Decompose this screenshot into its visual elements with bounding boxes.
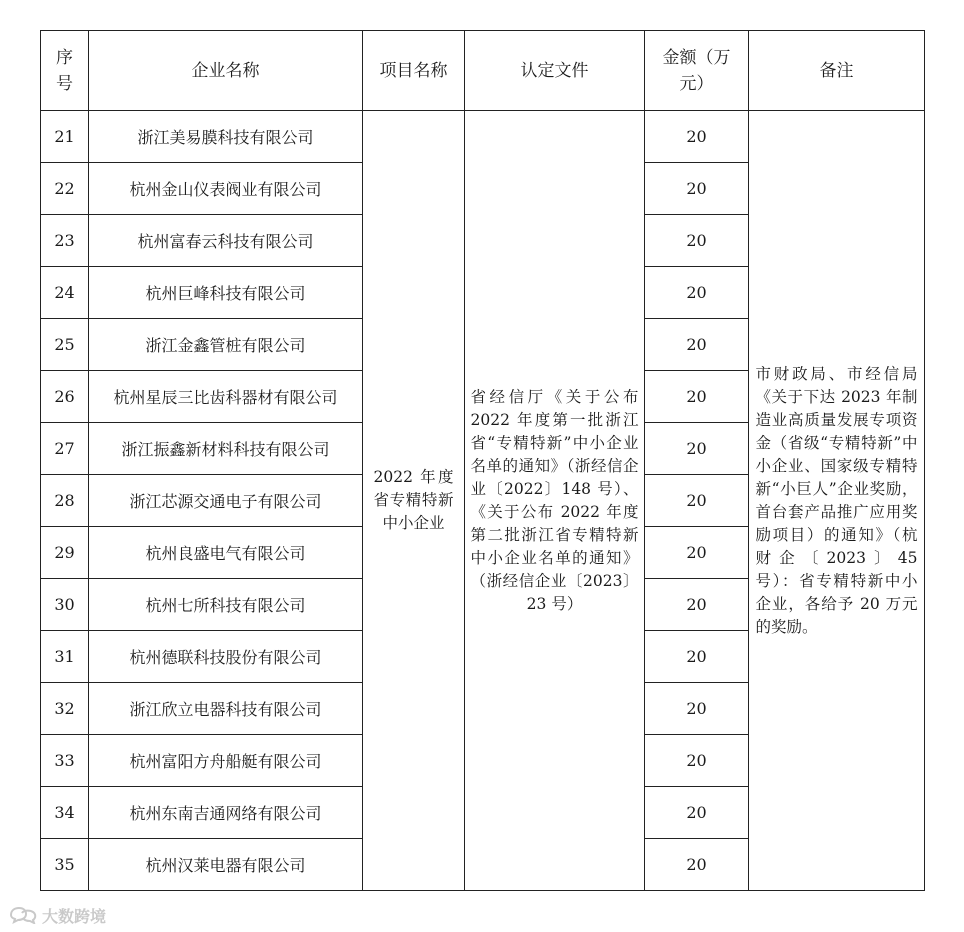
row-index: 32 (41, 683, 89, 735)
header-document: 认定文件 (465, 31, 645, 111)
certification-document-text: 省经信厅《关于公布 2022 年度第一批浙江省“专精特新”中小企业名单的通知》（浙经信企业〔2022〕148 号）、《关于公布 2022 年度第二批浙江省专精特新中小企业名单的通知》（浙经信企业〔2023〕23 号） (470, 387, 639, 613)
row-index: 35 (41, 839, 89, 891)
company-name: 浙江美易膜科技有限公司 (89, 111, 363, 163)
row-index: 25 (41, 319, 89, 371)
row-index: 31 (41, 631, 89, 683)
award-amount: 20 (645, 631, 749, 683)
award-amount: 20 (645, 579, 749, 631)
company-name: 浙江振鑫新材料科技有限公司 (89, 423, 363, 475)
row-index: 27 (41, 423, 89, 475)
chat-bubble-logo-icon (8, 906, 38, 924)
award-amount: 20 (645, 163, 749, 215)
company-name: 杭州巨峰科技有限公司 (89, 267, 363, 319)
row-index: 22 (41, 163, 89, 215)
company-name: 杭州七所科技有限公司 (89, 579, 363, 631)
watermark (8, 904, 106, 926)
award-amount: 20 (645, 735, 749, 787)
header-company: 企业名称 (89, 31, 363, 111)
watermark-text: 大数跨境 (42, 906, 107, 926)
header-index: 序号 (41, 31, 89, 111)
header-project: 项目名称 (363, 31, 465, 111)
table-header-row (41, 31, 925, 111)
award-amount: 20 (645, 319, 749, 371)
award-amount: 20 (645, 683, 749, 735)
company-name: 杭州汉莱电器有限公司 (89, 839, 363, 891)
award-amount: 20 (645, 267, 749, 319)
award-amount: 20 (645, 111, 749, 163)
header-remark: 备注 (749, 31, 925, 111)
remark-merged (749, 111, 925, 891)
company-name: 杭州富春云科技有限公司 (89, 215, 363, 267)
table-body (41, 111, 925, 891)
row-index: 29 (41, 527, 89, 579)
company-name: 浙江欣立电器科技有限公司 (89, 683, 363, 735)
company-name: 杭州德联科技股份有限公司 (89, 631, 363, 683)
certification-document-merged (465, 111, 645, 891)
company-name: 浙江芯源交通电子有限公司 (89, 475, 363, 527)
company-name: 杭州富阳方舟船艇有限公司 (89, 735, 363, 787)
company-name: 杭州星辰三比齿科器材有限公司 (89, 371, 363, 423)
header-amount: 金额（万元） (645, 31, 749, 111)
row-index: 33 (41, 735, 89, 787)
award-amount: 20 (645, 371, 749, 423)
award-amount: 20 (645, 527, 749, 579)
row-index: 28 (41, 475, 89, 527)
award-amount: 20 (645, 787, 749, 839)
row-index: 26 (41, 371, 89, 423)
award-amount: 20 (645, 475, 749, 527)
award-amount: 20 (645, 839, 749, 891)
row-index: 21 (41, 111, 89, 163)
company-name: 杭州金山仪表阀业有限公司 (89, 163, 363, 215)
company-name: 浙江金鑫管桩有限公司 (89, 319, 363, 371)
row-index: 24 (41, 267, 89, 319)
award-amount: 20 (645, 215, 749, 267)
enterprise-award-table (40, 30, 925, 891)
row-index: 30 (41, 579, 89, 631)
company-name: 杭州东南吉通网络有限公司 (89, 787, 363, 839)
row-index: 23 (41, 215, 89, 267)
project-name-text: 2022 年度省专精特新中小企业 (373, 468, 454, 532)
company-name: 杭州良盛电气有限公司 (89, 527, 363, 579)
table-row (41, 111, 925, 163)
project-name-merged (363, 111, 465, 891)
remark-text: 市财政局、市经信局《关于下达 2023 年制造业高质量发展专项资金（省级“专精特新”中小企业、国家级专精特新“小巨人”企业奖励，首台套产品推广应用奖励项目）的通知》（杭财企〔2023〕45 号）：省专精特新中小企业，各给予 20 万元的奖励。 (755, 364, 918, 636)
row-index: 34 (41, 787, 89, 839)
award-amount: 20 (645, 423, 749, 475)
